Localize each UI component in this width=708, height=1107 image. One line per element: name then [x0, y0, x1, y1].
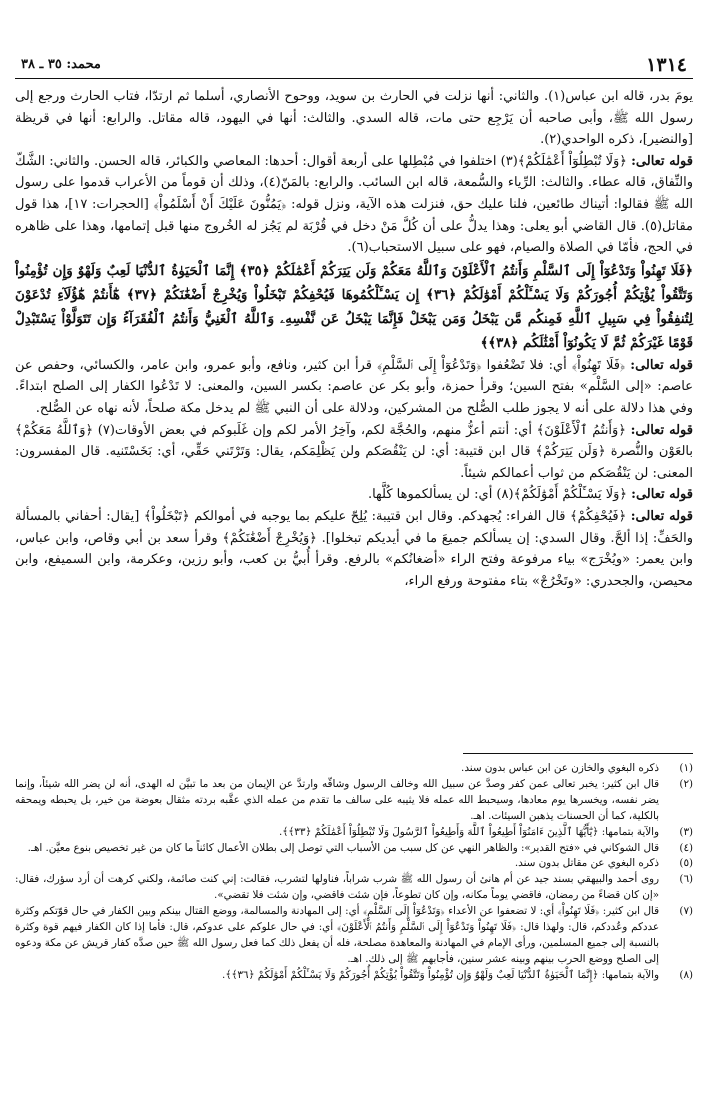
section-text: ﴿فَلَا تَهِنُواْ﴾ أي: فلا تَضْعُفوا ﴿وَتَدْعُوٓاْ إِلَى ٱلسَّلْمِ﴾ قرأ ابن كثير، ونافع، وأبو عمرو، وابن عامر، والكسائي، وحفص عن عاصم: «إلى السَّلْم» بفتح السين؛ وقرأ حمزة، وأبو بكر عن عاصم: بكسر السين، والمعنى: لا تَدْعُوا الكفار إلى الصلح ابتداءً. وفي هذا دلالة على أنه لا يجوز طلب الصُّلح من المشركين، ودلالة على أن النبي ﷺ لم يدخل مكة صلحاً، لأنه نهاه عن الصُّلح.: [15, 357, 693, 416]
footnote: [15, 968, 693, 984]
section-label: قوله تعالى:: [630, 508, 693, 524]
intro-paragraph: يومَ بدر، قاله ابن عباس(١). والثاني: أنها نزلت في الحارث بن سويد، ووحوح الأنصاري، أسلما ثم ارتدّا، فتاب الحارث ورجع إلى رسول الله ﷺ، وأبى صاحبه أن يَرْجِع حتى مات، قاله السدي. والثالث: أنها في اليهود، قاله مقاتل. والرابع: أنها في قريظة [والنضير]، ذكره الواحدي(٢).: [15, 89, 693, 148]
footnote: [15, 761, 693, 777]
footnote: [15, 904, 693, 968]
footnote: [15, 841, 693, 857]
main-text: [15, 86, 693, 592]
footnote-text: والآية بتمامها: ﴿يَٰٓأَيُّهَا ٱلَّذِينَ ءَامَنُوٓاْ أَطِيعُواْ ٱللَّهَ وَأَطِيعُواْ ٱلرَّسُولَ وَلَا تُبْطِلُوٓاْ أَعْمَٰلَكُمْ ﴿٣٣﴾﴾.: [278, 825, 659, 838]
footnote-text: روى أحمد والبيهقي بسند جيد عن أم هانئ أن رسول الله ﷺ شرب شراباً، فناولها لتشرب، فقالت: إني كنت صائمة، ولكني كرهت أن أرد سؤرك، فقال: «إن كان قضاءً من رمضان، فاقضي يوماً مكانه، وإن كان تطوعاً، فإن شئت فاقضي، وإن شئت فلا تقضي».: [15, 873, 659, 902]
footnote-number: (٦): [679, 873, 693, 886]
footnote: [15, 825, 693, 841]
footnote: [15, 872, 693, 904]
footnote-number: (٧): [679, 905, 693, 918]
section-label: قوله تعالى:: [630, 422, 693, 438]
footnote-number: (٨): [679, 968, 693, 981]
footnote-number: (٤): [679, 841, 693, 854]
footnote-text: ذكره البغوي والخازن عن ابن عباس بدون سند.: [461, 762, 659, 774]
footnote-text: ذكره البغوي عن مقاتل بدون سند.: [514, 857, 659, 870]
footnote: [15, 856, 693, 872]
footnote-text: والآية بتمامها: ﴿إِنَّمَا ٱلْحَيَوٰةُ ٱلدُّنْيَا لَعِبٌ وَلَهْوٌ وَإِن تُؤْمِنُواْ وَتَتَّقُواْ يُؤْتِكُمْ أُجُورَكُمْ وَلَا يَسْـَٔلْكُمْ أَمْوَٰلَكُمْ ﴿٣٦﴾﴾.: [222, 968, 659, 981]
footnote-text: قال ابن كثير: يخبر تعالى عمن كفر وصدَّ عن سبيل الله وخالف الرسول وشاقّه وارتدَّ عن الإيمان من بعد ما تبيَّن له الهدى، أنه لن يضر الله شيئاً، وإنما يضر نفسه، ويخسرها يوم معادها، وسيحبط الله عمله فلا يثيبه على سالف ما تقدم من عمله الذي عقَّبه بردته مثقال بعوضة من خير، بل يحبطه ويمحقه بالكلية، كما أن الحسنات يذهبن السيئات. اهـ.: [15, 777, 659, 822]
footnote-text: قال الشوكاني في «فتح القدير»: والظاهر النهي عن كل سبب من الأسباب التي توصل إلى بطلان الأعمال كائناً ما كان من غير تخصيص بنوع معيَّن. اهـ.: [27, 841, 659, 854]
section-text: ﴿فَيُحْفِكُمْ﴾ قال الفراء: يُجهدكم. وقال ابن قتيبة: يُلِحّ عليكم بما يوجبه في أموالكم ﴿تَبْخَلُواْ﴾ [يقال: أحفاني بالمسألة والحَفِّ: إذا ألحَّ. وقال السدي: إن يسألكم جميعَ ما في أيديكم تبخلوا]. ﴿وَيُخْرِجْ أَضْغَٰنَكُمْ﴾ وقرأ سعد بن أبي وقاص، وابن عباس، وابن يعمر: «ويُخْرَج» بياء مرفوعة وفتح الراء «أضغانُكم» بالرفع. وقرأ أُبيُّ بن كعب، وأبو رزين، وعكرمة، وابن السميفع، وابن محيصن، والجحدري: «وتَخْرُجْ» بتاء مفتوحة ورفع الراء،: [15, 508, 693, 589]
sura-verse-range: محمد: ٣٥ ـ ٣٨: [21, 57, 101, 72]
footnote-number: (٥): [679, 857, 693, 870]
commentary-section-5: [15, 506, 693, 592]
footnote-number: (١): [679, 762, 693, 774]
section-label: قوله تعالى:: [631, 153, 693, 169]
footnote-number: (٣): [679, 825, 693, 838]
section-text: ﴿وَأَنتُمُ ٱلْأَعْلَوْنَ﴾ أي: أنتم أعزُّ منهم، والحُجَّة لكم، وآخِرُ الأمر لكم وإن غَلَبوكم في بعض الأوقات(٧) ﴿وَٱللَّهُ مَعَكُمْ﴾ بالعَوْن والنُّصرة ﴿وَلَن يَتِرَكُمْ﴾ قال ابن قتيبة: أي: لن يَنْقُصَكم ولن يَظْلِمَكم، يقال: وَتَرْتَني حَقِّي، أي: بَخَسْتَنيه. قال المفسرون: المعنى: لن يَنْقُصَكم من ثواب أعمالكم شيئاً.: [15, 422, 693, 481]
page-number: ١٣١٤: [646, 54, 687, 76]
footnote-text: قال ابن كثير: ﴿فَلَا تَهِنُواْ﴾ أي: لا تضعفوا عن الأعداء ﴿وَتَدْعُوٓاْ إِلَى ٱلسَّلْمِ﴾ أي: إلى المهادنة والمسالمة، ووضع القتال بينكم وبين الكفار في حال قوّتكم وكثرة عددكم وعُددكم، قال: ولهذا قال: ﴿فَلَا تَهِنُواْ وَتَدْعُوٓاْ إِلَى ٱلسَّلْمِ وَأَنتُمُ ٱلْأَعْلَوْنَ﴾ أي: في حال علوكم على عدوكم، قال: فأما إذا كان الكفار فيهم قوة وكثرة بالنسبة إلى جميع المسلمين، ورأى الإمام في المهادنة والمعاهدة مصلحة، فله أن يفعل ذلك كما فعل رسول الله ﷺ حين صدَّه كفار قريش عن مكة ودعوه إلى الصلح ووضع الحرب بينهم وبينه عشر سنين، فأجابهم ﷺ إلى ذلك. اهـ.: [15, 905, 659, 965]
commentary-section-4: [15, 484, 693, 506]
footnotes: [15, 761, 693, 984]
quran-verse-block: ﴿فَلَا تَهِنُواْ وَتَدْعُوٓاْ إِلَى ٱلسَّلْمِ وَأَنتُمُ ٱلْأَعْلَوْنَ وَٱللَّهُ مَعَكُمْ وَلَن يَتِرَكُمْ أَعْمَٰلَكُمْ ﴿٣٥﴾ إِنَّمَا ٱلْحَيَوٰةُ ٱلدُّنْيَا لَعِبٌ وَلَهْوٌ وَإِن تُؤْمِنُواْ وَتَتَّقُواْ يُؤْتِكُمْ أُجُورَكُمْ وَلَا يَسْـَٔلْكُمْ أَمْوَٰلَكُمْ ﴿٣٦﴾ إِن يَسْـَٔلْكُمُوهَا فَيُحْفِكُمْ تَبْخَلُواْ وَيُخْرِجْ أَضْغَٰنَكُمْ ﴿٣٧﴾ هَٰٓأَنتُمْ هَٰٓؤُلَآءِ تُدْعَوْنَ لِتُنفِقُواْ فِي سَبِيلِ ٱللَّهِ فَمِنكُم مَّن يَبْخَلُ وَمَن يَبْخَلْ فَإِنَّمَا يَبْخَلُ عَن نَّفْسِهِۦ وَٱللَّهُ ٱلْغَنِيُّ وَأَنتُمُ ٱلْفُقَرَآءُ وَإِن تَتَوَلَّوْاْ يَسْتَبْدِلْ قَوْمًا غَيْرَكُمْ ثُمَّ لَا يَكُونُوٓاْ أَمْثَٰلَكُم ﴿٣٨﴾﴾: [15, 262, 694, 351]
commentary-section-2: [15, 355, 693, 420]
commentary-section-1: [15, 151, 693, 259]
section-text: ﴿وَلَا تُبْطِلُوٓاْ أَعْمَٰلَكُمْ﴾(٣) اختلفوا في مُبْطِلها على أربعة أقوال: أحدها: المعاصي والكبائر، قاله الحسن. والثاني: الشَّكّ والنِّفاق، قاله عطاء. والثالث: الرِّياء والسُّمعة، قاله ابن السائب. والرابع: بالمَنّ(٤)، وذلك أن قوماً من الأعراب قدموا على رسول الله ﷺ فقالوا: أتيناك طائعين، فلنا عليك حق، فنزلت هذه الآية، ونزل قوله: ﴿يَمُنُّونَ عَلَيْكَ أَنْ أَسْلَمُواْ﴾ [الحجرات: ١٧]، هذا قول مقاتل(٥). قال القاضي أبو يعلى: وهذا يدلُّ على أن كُلَّ مَنْ دخل في قُرْبَة لم يَجُز له الخُروج منها قبل إتمامها، وهذا على ظاهره في الحج، فأمّا في الصلاة والصيام، فهو على سبيل الاستحباب(٦).: [15, 153, 694, 256]
footnote: [15, 777, 693, 825]
section-label: قوله تعالى:: [630, 357, 693, 373]
section-text: ﴿وَلَا يَسْـَٔلْكُمْ أَمْوَٰلَكُمْ﴾(٨) أي: لن يسألكموها كُلَّها.: [367, 487, 628, 503]
section-label: قوله تعالى:: [631, 487, 693, 503]
footnote-number: (٢): [679, 777, 693, 790]
footnote-divider: [463, 753, 693, 754]
commentary-section-3: [15, 420, 693, 485]
page-header: [15, 52, 693, 79]
